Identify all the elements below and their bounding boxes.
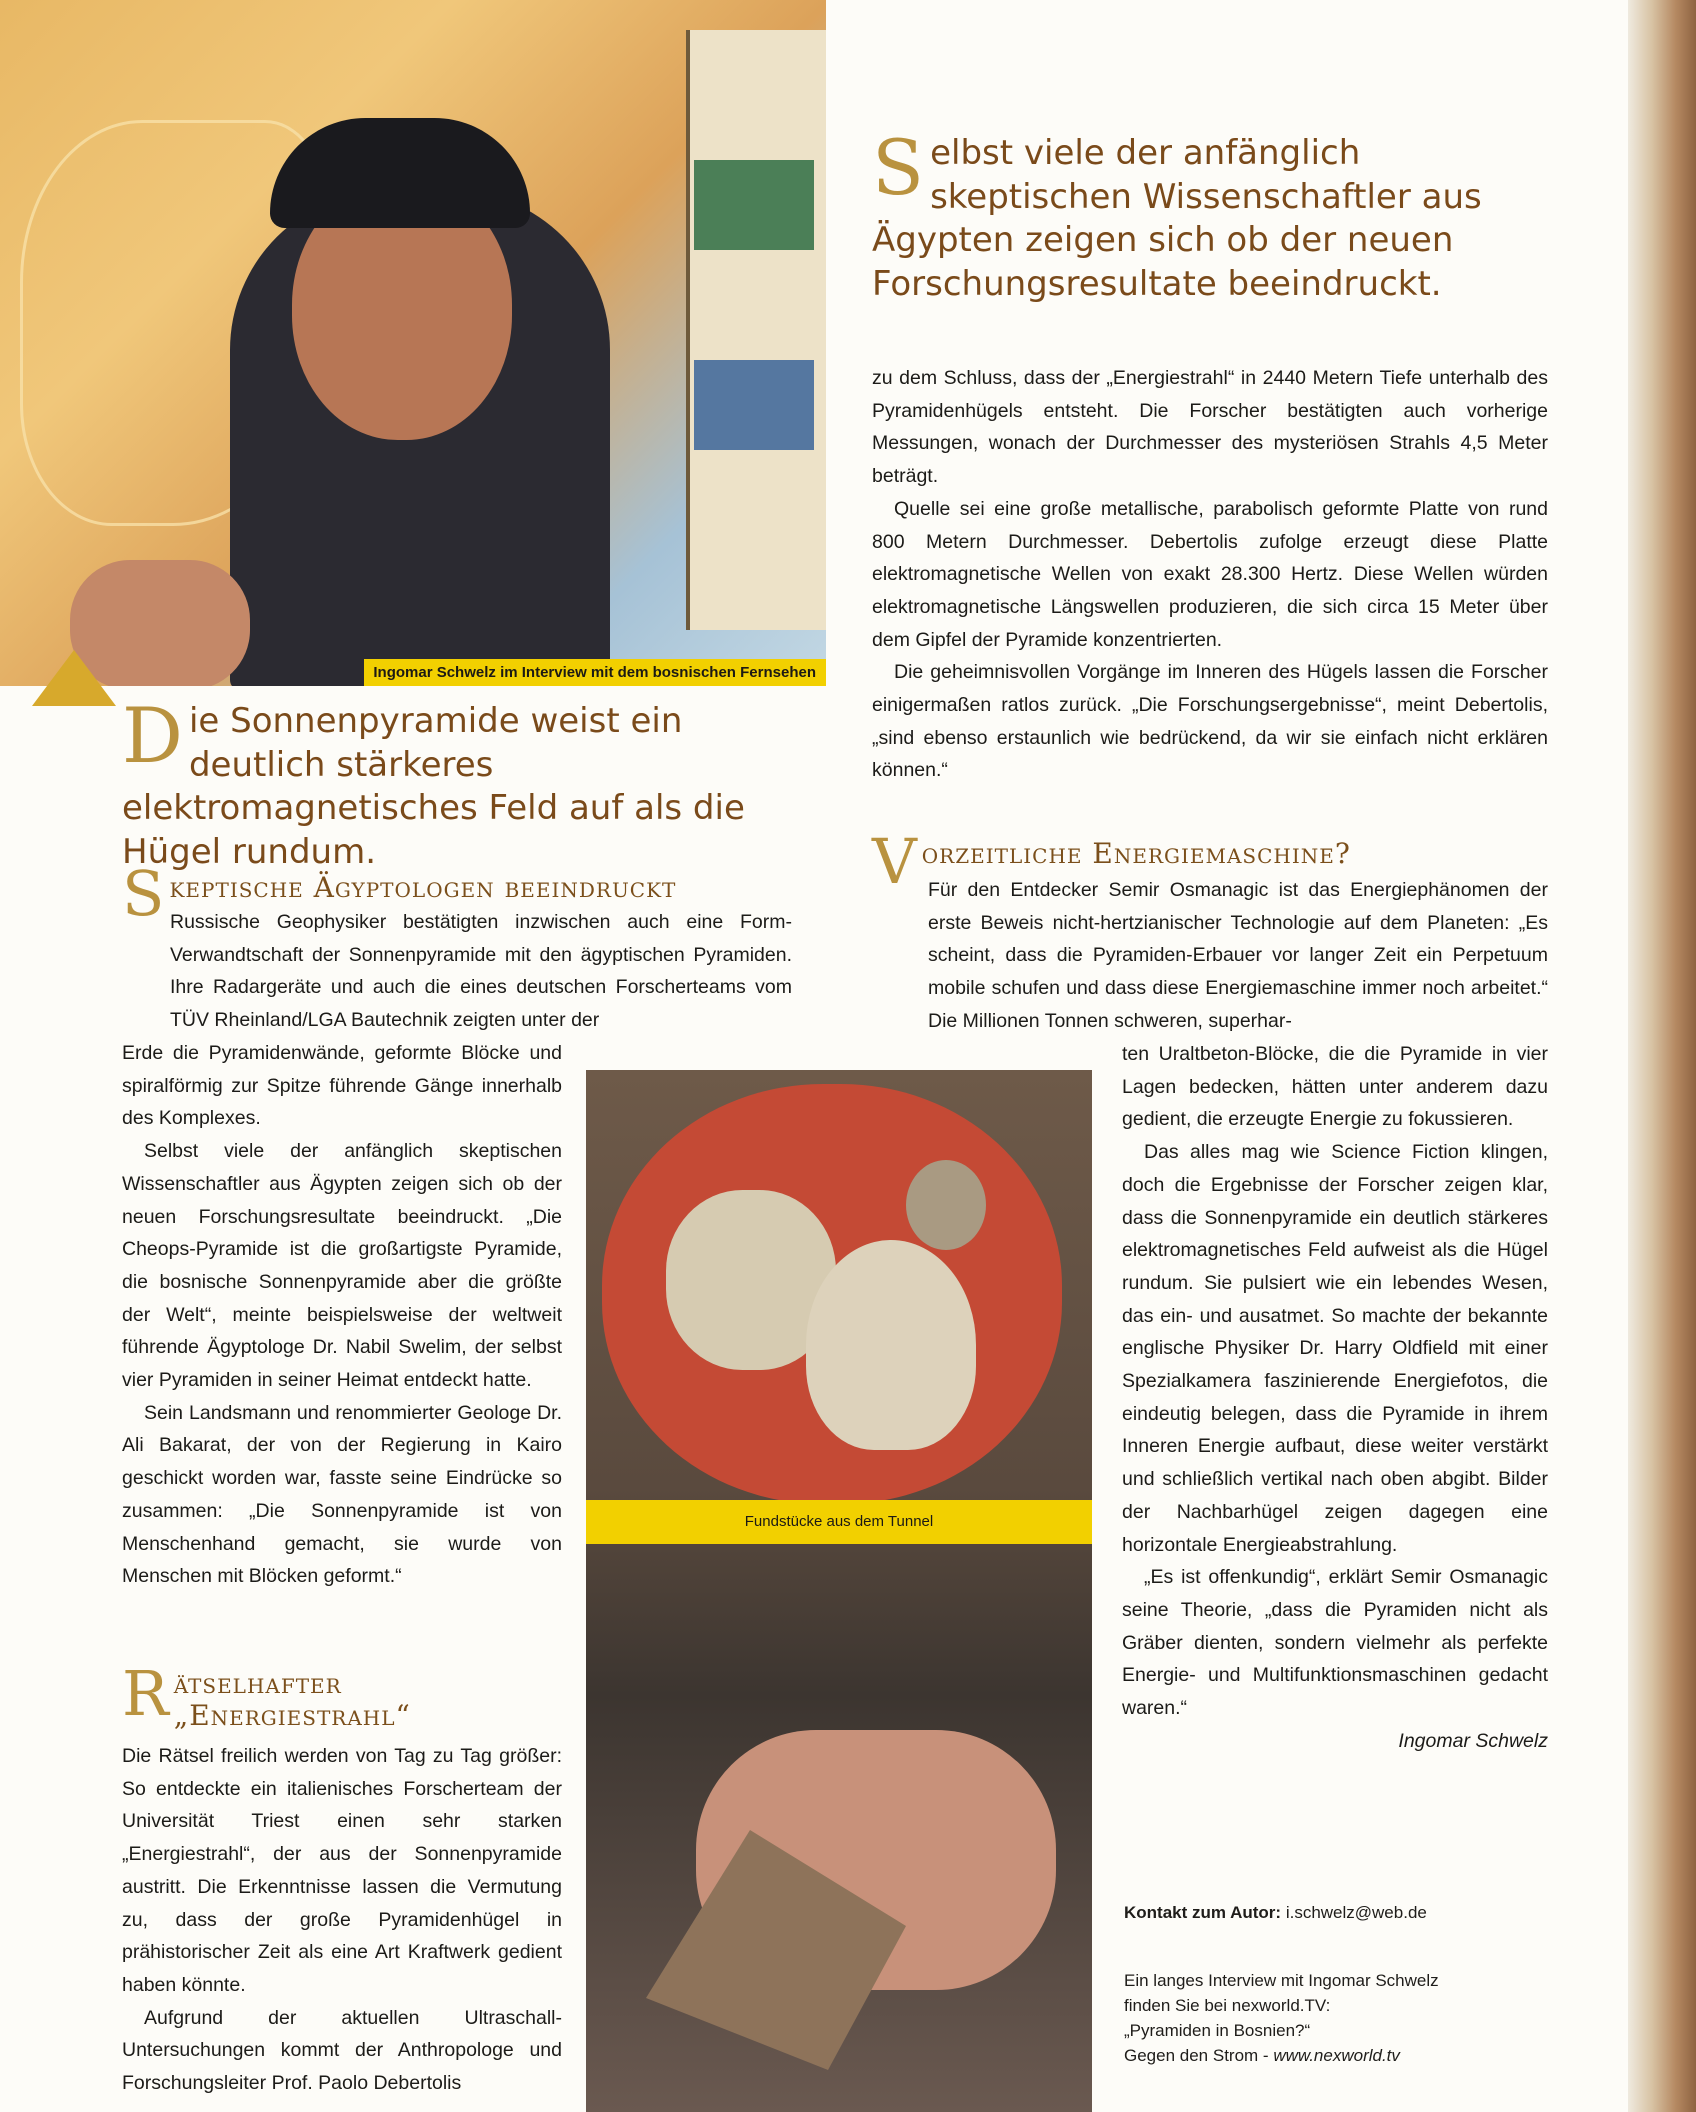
- paragraph-text: Aufgrund der aktuellen Ultraschall-Untersuchungen kommt der Anthropologe und Forschungsleiter Prof. Paolo Debertolis: [122, 2006, 562, 2095]
- paragraph-text: zu dem Schluss, dass der „Energiestrahl“ in 2440 Metern Tiefe unterhalb des Pyramidenhügels entsteht. Die Forscher bestätigten auch vorherige Messungen, wonach der Durchmesser des mysteriösen Strahls 4,5 Meter beträgt.: [872, 367, 1548, 488]
- section-heading-text: ätselhafter: [173, 1667, 342, 1700]
- info-board-graphic: [686, 30, 826, 630]
- paragraph-text: Das alles mag wie Science Fiction klingen, doch die Ergebnisse der Forscher zeigen klar, dass die Sonnenpyramide ein deutlich stärkeres elektromagnetisches Feld aufweist als die Hügel rundum. Sie pulsiert wie ein lebendes Wesen, das ein- und ausatmet. So machte der bekannte englische Physiker Dr. Harry Oldfield mit einer Spezialkamera faszinierende Energiefotos, die eindeutig belegen, dass die Pyramide in ihrem Inneren Energie aufbaut, diese weiter verstärkt und schließlich vertikal nach oben abgibt. Bilder der Nachbarhügel zeigen dagegen eine horizontale Energieabstrahlung.: [1122, 1141, 1548, 1556]
- contact-email[interactable]: i.schwelz@web.de: [1285, 1903, 1427, 1922]
- contact-line: [1124, 1900, 1554, 1926]
- author-signature: Ingomar Schwelz: [1398, 1729, 1548, 1752]
- promo-line: finden Sie bei nexworld.TV:: [1124, 1996, 1331, 2015]
- promo-url[interactable]: www.nexworld.tv: [1273, 2046, 1400, 2065]
- info-board-image: [694, 360, 814, 450]
- paragraph-text: Die geheimnisvollen Vorgänge im Inneren des Hügels lassen die Forscher einigermaßen ratlos zurück. „Die Forschungsergebnisse“, meint Debertolis, „sind ebenso erstaunlich wie bedrückend, da wir sie einfach nicht erklären können.“: [872, 661, 1548, 782]
- promo-line: [1124, 2043, 1554, 2068]
- promo-prefix: Gegen den Strom -: [1124, 2046, 1274, 2065]
- paragraph-text: „Es ist offenkundig“, erklärt Semir Osmanagic seine Theorie, „dass die Pyramiden nicht als Gräber dienten, sondern vielmehr als perfekte Energie- und Multifunktionsmaschinen gedacht waren.“: [1122, 1566, 1548, 1720]
- paragraph-text: Für den Entdecker Semir Osmanagic ist das Energiephänomen der erste Beweis nicht-hertzianischer Technologie auf dem Planeten: „Es scheint, dass die Pyramiden-Erbauer vor langer Zeit ein Perpetuum mobile schufen und dass diese Energiemaschine immer noch arbeitet.“ Die Millionen Tonnen schweren, superhar-: [928, 879, 1548, 1032]
- article-column: [122, 1037, 562, 1593]
- drop-cap: D: [122, 691, 183, 780]
- page-spine-shadow: [1628, 0, 1696, 2112]
- pull-quote-text: ie Sonnenpyramide weist ein deutlich stärkeres elektromagnetisches Feld auf als die Hügel rundum.: [122, 701, 745, 872]
- stone-inlay-graphic: [906, 1160, 986, 1250]
- section-heading-text: „Energiestrahl“: [173, 1699, 411, 1732]
- info-board-image: [694, 160, 814, 250]
- person-cap: [270, 118, 530, 228]
- paragraph-text: ten Uraltbeton-Blöcke, die die Pyramide in vier Lagen bedecken, hätten unter anderem dazu gedient, die erzeugte Energie zu fokussieren.: [1122, 1043, 1548, 1131]
- stone-inlay-graphic: [806, 1240, 976, 1450]
- paragraph-text: Erde die Pyramidenwände, geformte Blöcke und spiralförmig zur Spitze führende Gänge innerhalb des Komplexes.: [122, 1042, 562, 1130]
- photo-caption: Ingomar Schwelz im Interview mit dem bosnischen Fernsehen: [364, 659, 826, 686]
- pull-quote: [872, 123, 1522, 306]
- interview-promo: [1124, 1968, 1554, 2068]
- contact-label: Kontakt zum Autor:: [1124, 1903, 1282, 1922]
- pull-quote: [122, 691, 802, 874]
- drop-cap: R: [122, 1657, 170, 1730]
- article-column: [122, 1740, 562, 2100]
- section-heading-text: keptische Ägyptologen beeindruckt: [169, 871, 677, 904]
- article-column: [1122, 1038, 1548, 1757]
- paragraph-text: Quelle sei eine große metallische, parabolisch geformte Platte von rund 800 Metern Durchmesser. Debertolis zufolge erzeugt diese Platte elektromagnetische Wellen von exakt 28.300 Hertz. Diese Wellen würden elektromagnetische Längswellen produzieren, die sich circa 15 Meter über dem Gipfel der Pyramide konzentrierten.: [872, 497, 1548, 651]
- article-paragraph: [170, 906, 792, 1037]
- drop-cap: V: [872, 825, 918, 898]
- pyramid-logo-icon: [32, 650, 116, 706]
- paragraph-text: Selbst viele der anfänglich skeptischen Wissenschaftler aus Ägypten zeigen sich ob der neuen Forschungsresultate beeindruckt. „Die Cheops-Pyramide ist die großartigste Pyramide, die bosnische Sonnenpyramide aber die größte der Welt“, meinte beispielsweise der weltweit führende Ägyptologe Dr. Nabil Swelim, der selbst vier Pyramiden in seiner Heimat entdeckt hatte.: [122, 1140, 562, 1392]
- promo-line: Ein langes Interview mit Ingomar Schwelz: [1124, 1971, 1439, 1990]
- article-paragraph: [928, 874, 1548, 1038]
- drop-cap: S: [872, 123, 925, 212]
- paragraph-text: Die Rätsel freilich werden von Tag zu Tag größer: So entdeckte ein italienisches Forscherteam der Universität Triest einen sehr starken „Energiestrahl“, der aus der Sonnenpyramide austritt. Die Erkenntnisse lassen die Vermutung zu, dass der große Pyramidenhügel in prähistorischer Zeit als eine Art Kraftwerk gedient haben könnte.: [122, 1745, 562, 1996]
- artifact-photo: [586, 1070, 1092, 2112]
- section-heading: [122, 1657, 562, 1732]
- interview-photo: [0, 0, 826, 686]
- photo-caption: Fundstücke aus dem Tunnel: [586, 1500, 1092, 1544]
- promo-line: „Pyramiden in Bosnien?“: [1124, 2021, 1311, 2040]
- paragraph-text: Russische Geophysiker bestätigten inzwischen auch eine Form-Verwandtschaft der Sonnenpyramide mit den ägyptischen Pyramiden. Ihre Radargeräte und auch die eines deutschen Forscherteams vom TÜV Rheinland/LGA Bautechnik zeigten unter der: [170, 911, 792, 1032]
- article-column: [872, 362, 1548, 787]
- section-heading-text: orzeitliche Energiemaschine?: [921, 837, 1351, 870]
- paragraph-text: Sein Landsmann und renommierter Geologe Dr. Ali Bakarat, der von der Regierung in Kairo geschickt worden war, fasste seine Eindrücke so zusammen: „Die Sonnenpyramide ist von Menschenhand gemacht, sie wurde von Menschen mit Blöcken geformt.“: [122, 1401, 562, 1588]
- pull-quote-text: elbst viele der anfänglich skeptischen Wissenschaftler aus Ägypten zeigen sich ob der neuen Forschungsresultate beeindruckt.: [872, 133, 1482, 304]
- drop-cap: S: [122, 857, 166, 930]
